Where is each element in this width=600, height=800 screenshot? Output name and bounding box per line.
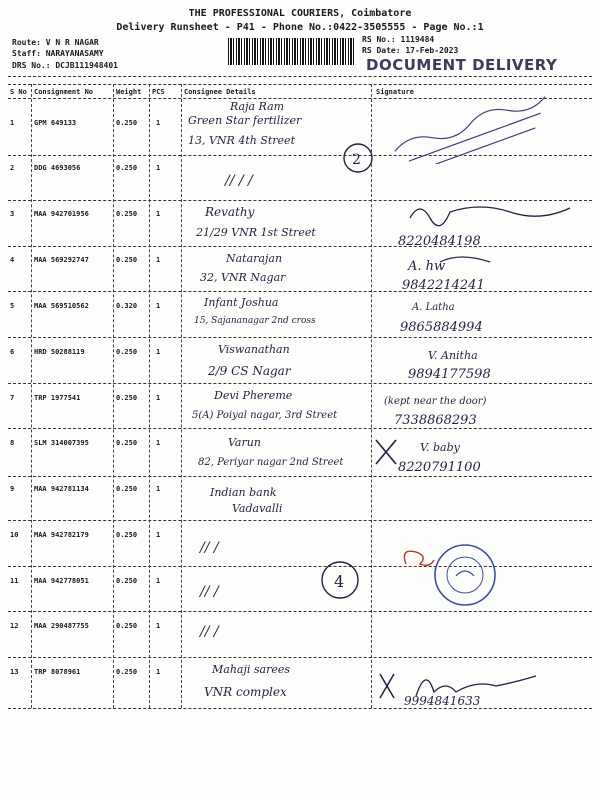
row-weight: 0.250 (116, 210, 138, 218)
row-pcs: 1 (156, 531, 161, 539)
signature-row-13 (376, 668, 556, 708)
consignee-name: Raja Ram (230, 100, 285, 113)
row-sno: 3 (10, 210, 15, 218)
row-consignment: TRP 1977541 (34, 394, 81, 402)
signature-underline-row-4 (410, 248, 510, 270)
row-weight: 0.250 (116, 164, 138, 172)
consignee-address: 5(A) Poiyal nagar, 3rd Street (192, 410, 338, 421)
row-consignment: GPM 649133 (34, 119, 77, 127)
row-weight: 0.250 (116, 668, 138, 676)
row-pcs: 1 (156, 119, 161, 127)
consignee-address: VNR complex (204, 685, 287, 699)
circled-number-4 (318, 556, 368, 606)
ditto-mark: // / (200, 584, 219, 600)
row-pcs: 1 (156, 622, 161, 630)
receiver-phone: 9842214241 (402, 278, 485, 293)
col-header-details: Consignee Details (184, 88, 256, 96)
row-divider (8, 611, 592, 612)
consignee-address: Vadavalli (232, 502, 283, 515)
receiver-phone: 8220791100 (398, 460, 481, 475)
row-consignment: MAA 290487755 (34, 622, 89, 630)
row-sno: 5 (10, 302, 15, 310)
company-title: THE PROFESSIONAL COURIERS, Coimbatore (188, 8, 412, 19)
runsheet-title: Delivery Runsheet - P41 - Phone No.:0422-3505555 - Page No.:1 (116, 22, 484, 33)
consignee-address: 82, Periyar nagar 2nd Street (198, 457, 344, 468)
row-consignment: MAA 942778051 (34, 577, 89, 585)
row-weight: 0.250 (116, 577, 138, 585)
circled-number-2 (340, 140, 380, 180)
ditto-mark: // / (200, 624, 219, 640)
row-pcs: 1 (156, 439, 161, 447)
row-pcs: 1 (156, 668, 161, 676)
receiver-phone: 9894177598 (408, 367, 491, 382)
row-weight: 0.320 (116, 302, 138, 310)
row-divider (8, 428, 592, 429)
route-label: Route: V N R NAGAR (12, 38, 99, 47)
row-pcs: 1 (156, 348, 161, 356)
receiver-signature: A. hw (408, 259, 446, 274)
consignee-name: Mahaji sarees (212, 663, 291, 676)
row-pcs: 1 (156, 256, 161, 264)
row-sno: 9 (10, 485, 15, 493)
row-sno: 7 (10, 394, 15, 402)
row-consignment: DDG 4693056 (34, 164, 81, 172)
staff-label: Staff: NARAYANASAMY (12, 49, 104, 58)
row-consignment: MAA 942782179 (34, 531, 89, 539)
row-divider (8, 291, 592, 292)
receiver-phone: 7338868293 (394, 413, 477, 428)
consignee-address: 15, Sajananagar 2nd cross (194, 316, 316, 326)
ditto-mark: // / / (225, 173, 253, 189)
row-sno: 13 (10, 668, 19, 676)
barcode (228, 38, 356, 65)
receiver-phone: 9865884994 (400, 320, 483, 335)
row-divider (8, 337, 592, 338)
col-header-sno: S No (10, 88, 27, 96)
row-pcs: 1 (156, 302, 161, 310)
rs-date: RS Date: 17-Feb-2023 (362, 46, 459, 55)
receiver-phone: 8220484198 (398, 234, 481, 249)
row-consignment: HRD 50288119 (34, 348, 85, 356)
consignee-address: 2/9 CS Nagar (208, 364, 291, 378)
document-delivery-stamp: DOCUMENT DELIVERY (366, 56, 558, 74)
row-weight: 0.250 (116, 256, 138, 264)
indian-bank-stamp (430, 540, 500, 610)
consignee-company: Green Star fertilizer (188, 114, 302, 127)
consignee-name: Revathy (205, 205, 255, 219)
row-weight: 0.250 (116, 485, 138, 493)
row-pcs: 1 (156, 577, 161, 585)
row-divider (8, 246, 592, 247)
row-sno: 1 (10, 119, 15, 127)
row-pcs: 1 (156, 164, 161, 172)
signature-row-3 (400, 200, 580, 230)
row-pcs: 1 (156, 485, 161, 493)
row-sno: 10 (10, 531, 19, 539)
receiver-signature: V. Anitha (428, 349, 478, 362)
ditto-mark: // / (200, 540, 219, 556)
row-weight: 0.250 (116, 119, 138, 127)
receiver-note: (kept near the door) (384, 396, 487, 407)
row-consignment: MAA 569510562 (34, 302, 89, 310)
receiver-signature: V. baby (420, 441, 460, 454)
row-divider (8, 657, 592, 658)
row-weight: 0.250 (116, 531, 138, 539)
column-divider (149, 84, 150, 708)
consignee-name: Infant Joshua (204, 296, 279, 309)
row-weight: 0.250 (116, 622, 138, 630)
row-sno: 6 (10, 348, 15, 356)
row-sno: 8 (10, 439, 15, 447)
header-divider (8, 76, 592, 77)
row-weight: 0.250 (116, 439, 138, 447)
receiver-signature: A. Latha (412, 302, 455, 313)
column-divider (181, 84, 182, 708)
col-header-signature: Signature (376, 88, 414, 96)
table-bottom-rule (8, 708, 592, 709)
row-sno: 11 (10, 577, 19, 585)
row-consignment: MAA 942781134 (34, 485, 89, 493)
row-divider (8, 566, 592, 567)
row-sno: 4 (10, 256, 15, 264)
row-weight: 0.250 (116, 394, 138, 402)
row-divider (8, 383, 592, 384)
consignee-name: Varun (228, 436, 261, 449)
consignee-name: Viswanathan (218, 343, 290, 356)
company-stamp-row-1 (370, 84, 570, 164)
col-header-consignment: Consignment No (34, 88, 94, 96)
row-divider (8, 476, 592, 477)
row-pcs: 1 (156, 210, 161, 218)
consignee-name: Natarajan (226, 252, 283, 265)
column-divider (113, 84, 114, 708)
rs-number: RS No.: 1119484 (362, 35, 435, 44)
row-divider (8, 520, 592, 521)
row-sno: 12 (10, 622, 19, 630)
consignee-address: 32, VNR Nagar (200, 271, 286, 284)
consignee-address: 13, VNR 4th Street (188, 134, 295, 147)
consignee-address: 21/29 VNR 1st Street (196, 226, 316, 239)
consignee-name: Indian bank (210, 486, 277, 499)
column-divider (31, 84, 32, 708)
row-consignment: MAA 942701956 (34, 210, 89, 218)
drs-number: DRS No.: DCJB111948401 (12, 61, 118, 70)
row-sno: 2 (10, 164, 15, 172)
circle-label: 4 (334, 572, 345, 591)
col-header-pcs: PCS (152, 88, 165, 96)
row-consignment: SLM 314007395 (34, 439, 89, 447)
row-consignment: MAA 569292747 (34, 256, 89, 264)
circle-label: 2 (352, 152, 361, 168)
row-pcs: 1 (156, 394, 161, 402)
receiver-phone: 9994841633 (404, 694, 481, 708)
consignee-name: Devi Phereme (214, 389, 293, 402)
row-consignment: TRP 8078961 (34, 668, 81, 676)
col-header-weight: Weight (116, 88, 142, 96)
cross-mark-row-8 (372, 436, 402, 470)
row-weight: 0.250 (116, 348, 138, 356)
